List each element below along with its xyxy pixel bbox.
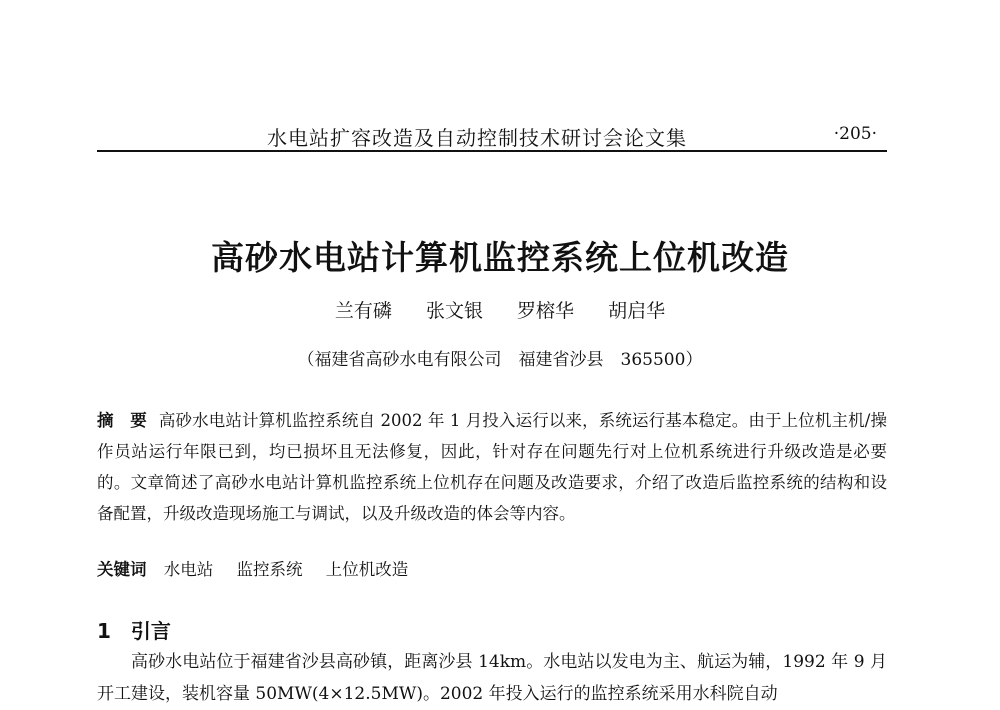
running-title: 水电站扩容改造及自动控制技术研讨会论文集 <box>267 126 687 150</box>
section-title: 引言 <box>130 619 171 643</box>
abstract-label: 摘 要 <box>97 411 147 430</box>
author-name: 兰有磷 <box>334 300 392 322</box>
keyword: 上位机改造 <box>325 560 409 579</box>
body-paragraph: 高砂水电站位于福建省沙县高砂镇，距离沙县 14km。水电站以发电为主、航运为辅，1992 年 9 月开工建设，装机容量 50MW(4×12.5MW)。2002 年投入运行的监控系统采用水科院自动 <box>97 652 887 704</box>
section-number: 1 <box>97 619 111 643</box>
affiliation: （福建省高砂水电有限公司 福建省沙县 365500） <box>297 350 703 370</box>
keyword: 监控系统 <box>236 560 303 579</box>
page-number: ·205· <box>833 124 877 144</box>
author-name: 张文银 <box>425 300 483 322</box>
author-name: 罗榕华 <box>517 300 575 322</box>
running-header <box>97 120 887 152</box>
keywords <box>97 556 887 580</box>
section-heading <box>97 615 171 644</box>
author-list <box>0 296 1000 323</box>
keyword: 水电站 <box>163 560 214 579</box>
keywords-label: 关键词 <box>97 560 147 579</box>
author-name: 胡启华 <box>608 300 666 322</box>
paper-title: 高砂水电站计算机监控系统上位机改造 <box>211 238 789 277</box>
abstract <box>97 405 887 529</box>
abstract-text: 高砂水电站计算机监控系统自 2002 年 1 月投入运行以来，系统运行基本稳定。由于上位机主机/操作员站运行年限已到，均已损坏且无法修复，因此，针对存在问题先行对上位机系统进行升级改造是必要的。文章简述了高砂水电站计算机监控系统上位机存在问题及改造要求，介绍了改造后监控系统的结构和设备配置，升级改造现场施工与调试，以及升级改造的体会等内容。 <box>97 411 887 523</box>
